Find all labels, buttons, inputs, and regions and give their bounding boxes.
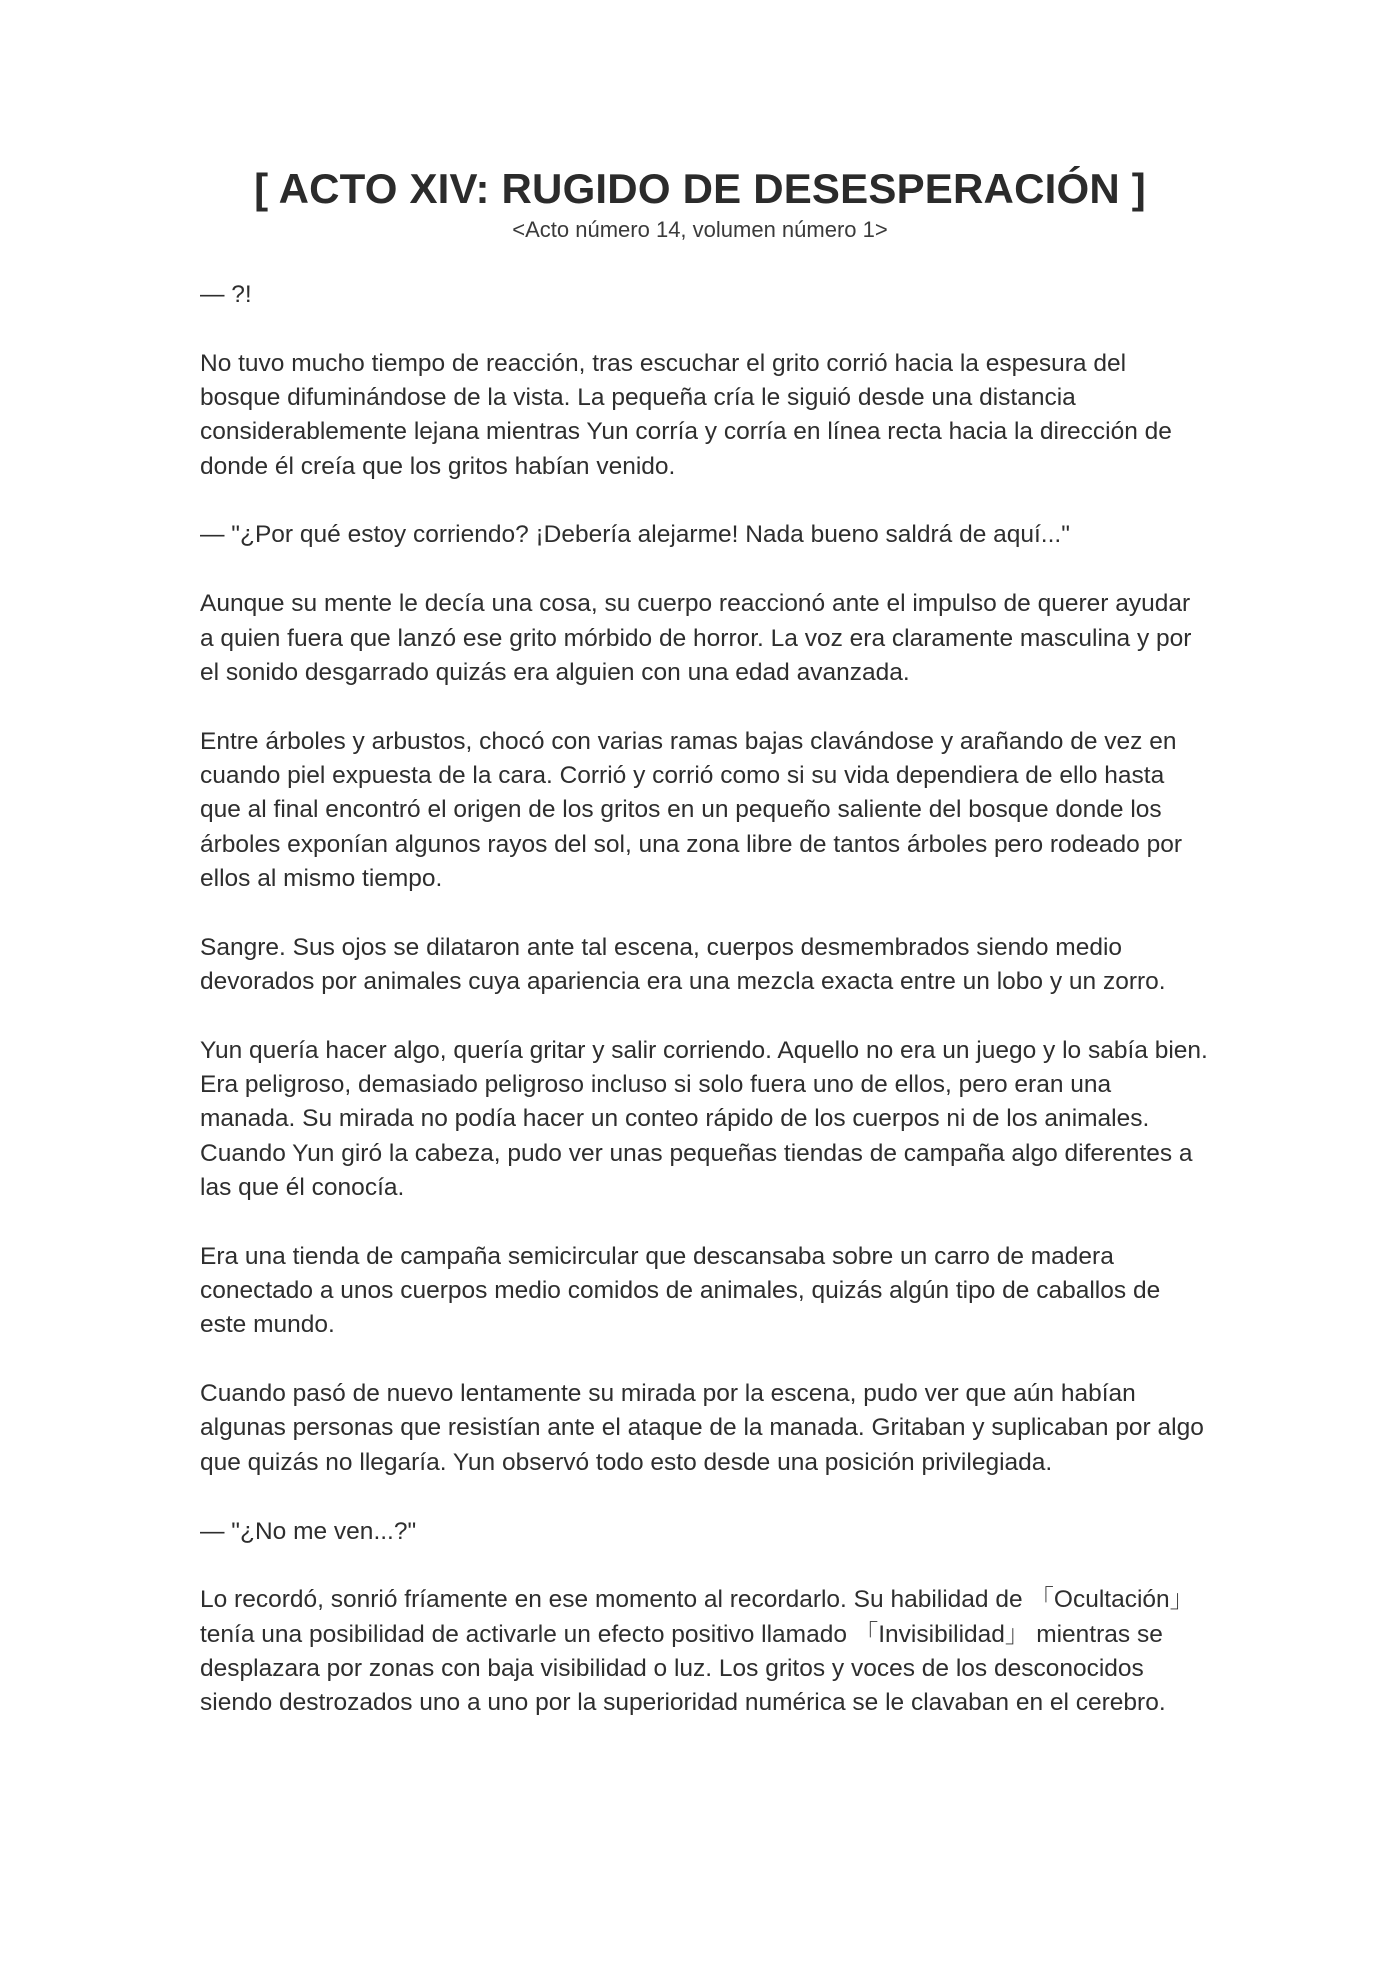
paragraph: Sangre. Sus ojos se dilataron ante tal escena, cuerpos desmembrados siendo medio devorados por animales cuya apariencia era una mezcla exacta entre un lobo y un zorro. (200, 933, 1166, 995)
chapter-title: [ ACTO XIV: RUGIDO DE DESESPERACIÓN ] (254, 165, 1146, 212)
paragraph: Yun quería hacer algo, quería gritar y salir corriendo. Aquello no era un juego y lo sabía bien. Era peligroso, demasiado peligroso incluso si solo fuera uno de ellos, pero eran una manada. Su mirada no podía hacer un conteo rápido de los cuerpos ni de los animales. Cuando Yun giró la cabeza, pudo ver unas pequeñas tiendas de campaña algo diferentes a las que él conocía. (200, 1036, 1208, 1201)
paragraph: Aunque su mente le decía una cosa, su cuerpo reaccionó ante el impulso de querer ayudar a quien fuera que lanzó ese grito mórbido de horror. La voz era claramente masculina y por el sonido desgarrado quizás era alguien con una edad avanzada. (200, 590, 1192, 686)
paragraph: Entre árboles y arbustos, chocó con varias ramas bajas clavándose y arañando de vez en cuando piel expuesta de la cara. Corrió y corrió como si su vida dependiera de ello hasta que al final encontró el origen de los gritos en un pequeño saliente del bosque donde los árboles exponían algunos rayos del sol, una zona libre de tantos árboles pero rodeado por ellos al mismo tiempo. (200, 727, 1183, 892)
paragraph: Lo recordó, sonrió fríamente en ese momento al recordarlo. Su habilidad de 「Ocultación」 tenía una posibilidad de activarle un efecto positivo llamado 「Invisibilidad」 mientras se desplazara por zonas con baja visibilidad o luz. Los gritos y voces de los desconocidos siendo destrozados uno a uno por la superioridad numérica se le clavaban en el cerebro. (200, 1586, 1195, 1717)
chapter-body (200, 278, 1210, 1755)
paragraph: Cuando pasó de nuevo lentamente su mirada por la escena, pudo ver que aún habían algunas personas que resistían ante el ataque de la manada. Gritaban y suplicaban por algo que quizás no llegaría. Yun observó todo esto desde una posición privilegiada. (200, 1380, 1204, 1476)
paragraph: — "¿No me ven...?" (200, 1517, 417, 1545)
chapter-subtitle: <Acto número 14, volumen número 1> (512, 217, 888, 242)
paragraph: No tuvo mucho tiempo de reacción, tras escuchar el grito corrió hacia la espesura del bosque difuminándose de la vista. La pequeña cría le siguió desde una distancia considerablemente lejana mientras Yun corría y corría en línea recta hacia la dirección de donde él creía que los gritos habían venido. (200, 349, 1172, 480)
paragraph: — ?! (200, 281, 252, 308)
paragraph: Era una tienda de campaña semicircular que descansaba sobre un carro de madera conectado a unos cuerpos medio comidos de animales, quizás algún tipo de caballos de este mundo. (200, 1242, 1161, 1339)
paragraph: — "¿Por qué estoy corriendo? ¡Debería alejarme! Nada bueno saldrá de aquí..." (200, 521, 1070, 549)
